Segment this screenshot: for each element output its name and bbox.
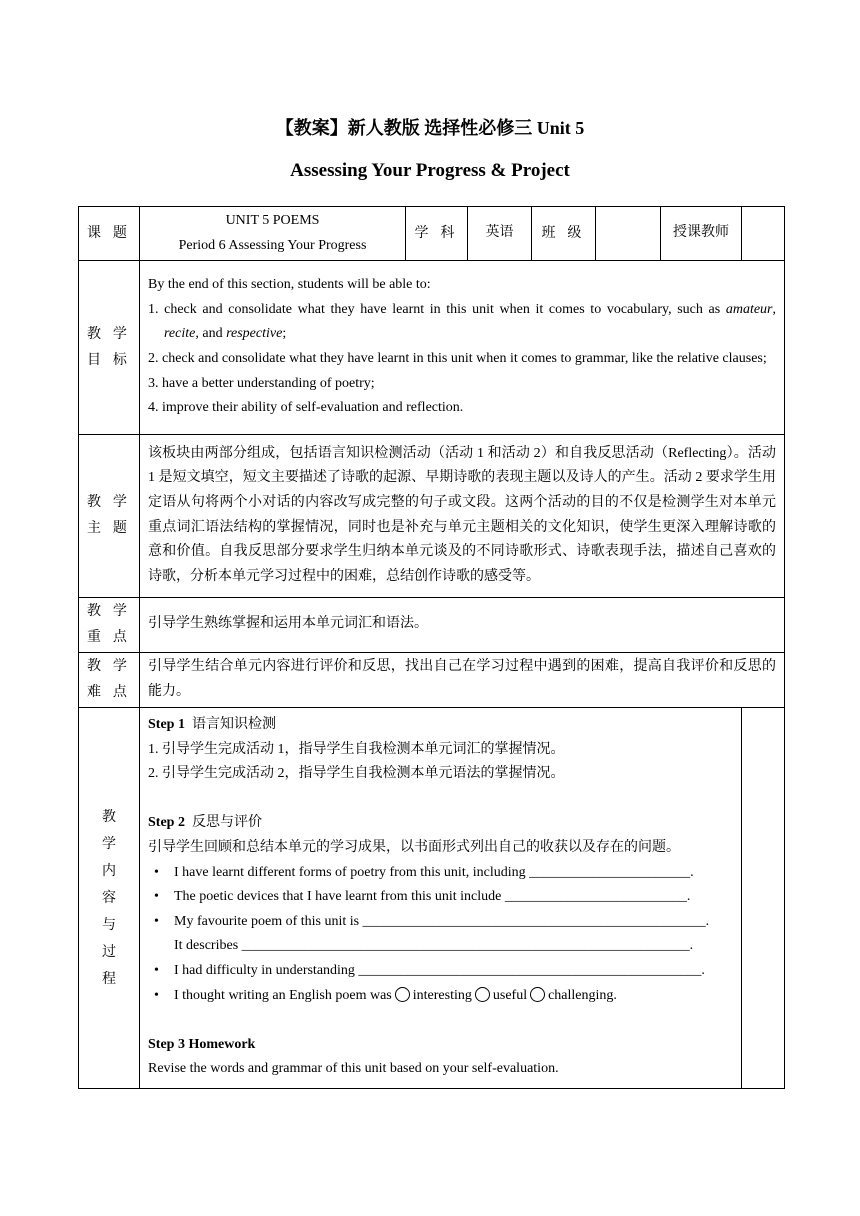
theme-label-line-2: 主 题	[86, 521, 132, 536]
theme-row	[79, 435, 785, 598]
objective-item-2: 2. check and consolidate what they have learnt in this unit when it comes to grammar, like the relative clauses;	[148, 351, 767, 366]
teacher-value	[742, 207, 785, 261]
topic-line-2: Period 6 Assessing Your Progress	[178, 237, 367, 253]
difficulties-label-line-2: 难 点	[86, 685, 132, 700]
step-2-intro: 引导学生回顾和总结本单元的学习成果，以书面形式列出自己的收获以及存在的问题。	[148, 840, 680, 856]
step-1-name: 语言知识检测	[191, 717, 276, 733]
key-points-content: 引导学生熟练掌握和运用本单元词汇和语法。	[140, 598, 785, 653]
process-label-char: 与	[102, 917, 116, 933]
process-label-char: 学	[102, 836, 116, 852]
difficulties-row	[79, 653, 785, 708]
process-row	[79, 708, 785, 1089]
circle-option-icon[interactable]	[475, 987, 490, 1002]
theme-content: 该板块由两部分组成，包括语言知识检测活动（活动 1 和活动 2）和自我反思活动（Reflecting）。活动 1 是短文填空，短文主要描述了诗歌的起源、早期诗歌的表现主题以及诗人的产生。活动 2 要求学生用定语从句将两个小对话的内容改写成完整的句子或文段。这两个活动的目的不仅是检测学生对本单元重点词汇语法结构的掌握情况，同时也是补充与单元主题相关的文化知识，使学生更深入理解诗歌的意和价值。自我反思部分要求学生归纳本单元谈及的不同诗歌形式、诗歌表现手法，描述自己喜欢的诗歌，分析本单元学习过程中的困难，总结创作诗歌的感受等。	[140, 435, 785, 598]
step-1-item-2: 2. 引导学生完成活动 2，指导学生自我检测本单元语法的掌握情况。	[148, 766, 565, 782]
difficulties-label	[79, 653, 140, 708]
step-2-heading	[148, 811, 733, 836]
circle-option-icon[interactable]	[395, 987, 410, 1002]
class-label: 班 级	[532, 207, 596, 261]
objective-item-4: 4. improve their ability of self-evaluation and reflection.	[148, 400, 464, 416]
bullet-icon: •	[154, 962, 159, 978]
bullet-icon: •	[154, 864, 159, 880]
objectives-label-line-1: 教 学	[86, 326, 132, 342]
reflection-text: My favourite poem of this unit is _________________________________________________.	[174, 913, 710, 929]
step-1-title: Step 1	[148, 717, 185, 733]
option-label: useful	[492, 987, 528, 1003]
step-3-text: Revise the words and grammar of this unit based on your self-evaluation.	[148, 1061, 559, 1077]
reflection-item-2	[148, 885, 733, 910]
subject-label: 学 科	[406, 207, 468, 261]
reflection-item-1	[148, 861, 733, 886]
topic-label: 课 题	[79, 207, 140, 261]
process-label-char: 程	[102, 971, 116, 987]
step-2-name: 反思与评价	[191, 815, 262, 831]
key-points-label-line-1: 教 学	[86, 604, 132, 619]
process-label-char: 容	[102, 890, 116, 906]
bullet-icon: •	[154, 913, 159, 929]
lesson-plan-table	[78, 206, 785, 1089]
objective-item-1-text: 1. check and consolidate what they have learnt in this unit when it comes to vocabulary, such as	[148, 301, 726, 317]
theme-label-line-1: 教 学	[86, 495, 132, 510]
step-1-item-1: 1. 引导学生完成活动 1，指导学生自我检测本单元词汇的掌握情况。	[148, 741, 565, 757]
subject-value: 英语	[468, 207, 532, 261]
document-subtitle: Assessing Your Progress & Project	[290, 160, 570, 181]
document-title: 【教案】新人教版 选择性必修三 Unit 5	[275, 118, 585, 138]
difficulties-label-line-1: 教 学	[86, 659, 132, 674]
vocab-word: amateur	[725, 301, 773, 317]
bullet-icon: •	[154, 889, 159, 905]
key-points-row	[79, 598, 785, 653]
spacer	[148, 787, 733, 812]
process-notes-cell	[742, 708, 785, 1089]
step-1-heading	[148, 713, 733, 738]
topic-line-1: UNIT 5 POEMS	[225, 212, 320, 228]
spacer	[148, 1008, 733, 1033]
header-row	[79, 207, 785, 261]
separator: ;	[282, 326, 287, 342]
step-2-title: Step 2	[148, 815, 185, 831]
step-3-heading	[148, 1033, 733, 1058]
separator: , and	[195, 326, 227, 342]
objectives-intro: By the end of this section, students will be able to:	[148, 277, 431, 293]
class-value	[596, 207, 661, 261]
process-label	[79, 708, 140, 1089]
reflection-text: I had difficulty in understanding _________________________________________________.	[174, 962, 705, 978]
objective-item-1	[148, 298, 776, 347]
option-label: challenging.	[548, 987, 617, 1003]
teacher-label: 授课教师	[661, 207, 742, 261]
objective-item-3: 3. have a better understanding of poetry;	[148, 375, 375, 391]
vocab-word: recite	[164, 326, 196, 342]
bullet-icon: •	[154, 987, 159, 1003]
objectives-label-line-2: 目 标	[86, 352, 132, 368]
topic-cell	[140, 207, 406, 261]
difficulties-content: 引导学生结合单元内容进行评价和反思，找出自己在学习过程中遇到的困难，提高自我评价和反思的能力。	[140, 653, 785, 708]
process-label-char: 教	[102, 809, 116, 825]
objectives-content	[140, 261, 785, 435]
process-label-char: 内	[102, 863, 116, 879]
reflection-text: I have learnt different forms of poetry from this unit, including _______________________.	[174, 864, 694, 880]
objectives-label	[79, 261, 140, 435]
step-3-title: Step 3 Homework	[148, 1036, 256, 1052]
objectives-row	[79, 261, 785, 435]
process-label-char: 过	[102, 944, 116, 960]
process-content	[140, 708, 742, 1089]
reflection-text: I thought writing an English poem was	[174, 987, 392, 1003]
reflection-item-3	[148, 910, 733, 935]
reflection-text: The poetic devices that I have learnt from this unit include __________________________.	[174, 889, 691, 905]
theme-label	[79, 435, 140, 598]
reflection-item-4	[148, 959, 733, 984]
key-points-label-line-2: 重 点	[86, 630, 132, 645]
key-points-label	[79, 598, 140, 653]
separator: ,	[772, 301, 776, 317]
vocab-word: respective	[226, 326, 283, 342]
circle-option-icon[interactable]	[530, 987, 545, 1002]
reflection-item-5	[148, 984, 733, 1009]
option-label: interesting	[412, 987, 472, 1003]
reflection-item-3-continued: It describes ________________________________________________________________.	[174, 938, 694, 954]
